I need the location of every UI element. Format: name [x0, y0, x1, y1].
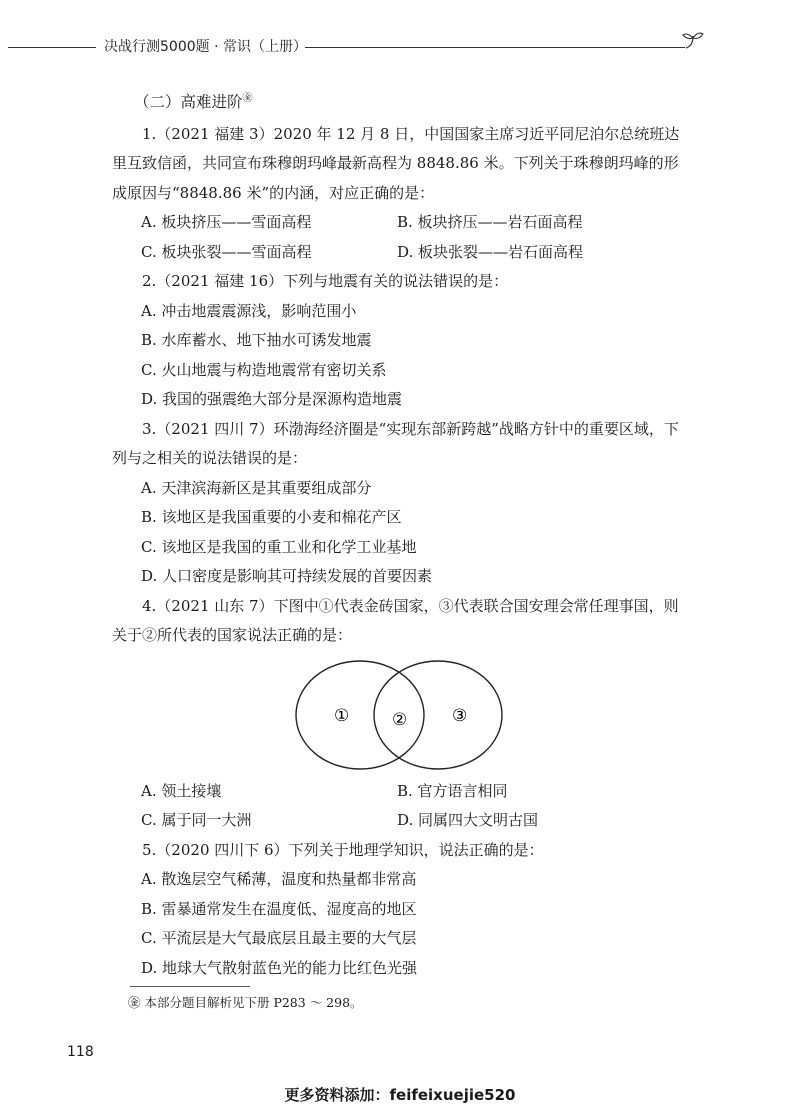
footnote-rule — [130, 986, 250, 987]
page-header — [0, 36, 800, 60]
option-3c: C. 该地区是我国的重工业和化学工业基地 — [141, 537, 417, 556]
section-title-text: （二）高难进阶 — [134, 93, 243, 112]
option-1b: B. 板块挤压——岩石面高程 — [397, 213, 583, 232]
venn-label-3: ③ — [452, 705, 468, 726]
option-3a: A. 天津滨海新区是其重要组成部分 — [141, 478, 372, 497]
header-rule-right — [305, 47, 685, 48]
option-row — [112, 777, 682, 807]
venn-diagram — [294, 659, 504, 771]
book-title: 决战行测5000题 · 常识（上册） — [104, 39, 307, 55]
header-rule-left — [8, 47, 96, 48]
option-3d: D. 人口密度是影响其可持续发展的首要因素 — [141, 567, 433, 586]
watermark-text: 更多资料添加：feifeixuejie520 — [284, 1086, 516, 1104]
section-title — [134, 84, 682, 118]
option-2d: D. 我国的强震绝大部分是深源构造地震 — [141, 390, 403, 409]
page-number: 118 — [67, 1044, 94, 1060]
option-1d: D. 板块张裂——岩石面高程 — [397, 242, 584, 261]
sprout-icon — [680, 30, 706, 56]
option-4c: C. 属于同一大洲 — [141, 811, 252, 830]
question-1: 1.（2021 福建 3）2020 年 12 月 8 日，中国国家主席习近平同尼泊尔总统班达里互致信函，共同宣布珠穆朗玛峰最新高程为 8848.86 米。下列关于珠穆朗玛峰的形成原因与“8848.86 米”的内涵，对应正确的是： — [112, 124, 680, 202]
venn-label-1: ① — [334, 705, 350, 726]
option-5b: B. 雷暴通常发生在温度低、湿度高的地区 — [141, 899, 417, 918]
option-1c: C. 板块张裂——雪面高程 — [141, 242, 312, 261]
option-5a: A. 散逸层空气稀薄，温度和热量都非常高 — [141, 870, 417, 889]
option-2a: A. 冲击地震震源浅，影响范围小 — [141, 301, 357, 320]
venn-label-2: ② — [392, 709, 408, 730]
question-5: 5.（2020 四川下 6）下列关于地理学知识，说法正确的是： — [142, 840, 544, 859]
option-row — [112, 238, 682, 268]
option-1a: A. 板块挤压——雪面高程 — [141, 213, 312, 232]
option-4d: D. 同属四大文明古国 — [397, 811, 539, 830]
option-4a: A. 领土接壤 — [141, 781, 222, 800]
option-4b: B. 官方语言相同 — [397, 781, 508, 800]
question-2: 2.（2021 福建 16）下列与地震有关的说法错误的是： — [142, 272, 509, 291]
option-3b: B. 该地区是我国重要的小麦和棉花产区 — [141, 508, 402, 527]
question-content — [112, 84, 682, 983]
question-3: 3.（2021 四川 7）环渤海经济圈是“实现东部新跨越”战略方针中的重要区域，下列与之相关的说法错误的是： — [112, 419, 679, 468]
section-mark-icon: ㊎ — [242, 93, 253, 104]
option-row — [112, 806, 682, 836]
option-5c: C. 平流层是大气最底层且最主要的大气层 — [141, 929, 417, 948]
option-5d: D. 地球大气散射蓝色光的能力比红色光强 — [141, 958, 418, 977]
option-2b: B. 水库蓄水、地下抽水可诱发地震 — [141, 331, 372, 350]
option-row — [112, 208, 682, 238]
question-4: 4.（2021 山东 7）下图中①代表金砖国家，③代表联合国安理会常任理事国，则关于②所代表的国家说法正确的是： — [112, 596, 679, 645]
footnote — [120, 986, 680, 1011]
option-2c: C. 火山地震与构造地震常有密切关系 — [141, 360, 387, 379]
footnote-text: ㊎ 本部分题目解析见下册 P283 ～ 298。 — [128, 995, 363, 1010]
